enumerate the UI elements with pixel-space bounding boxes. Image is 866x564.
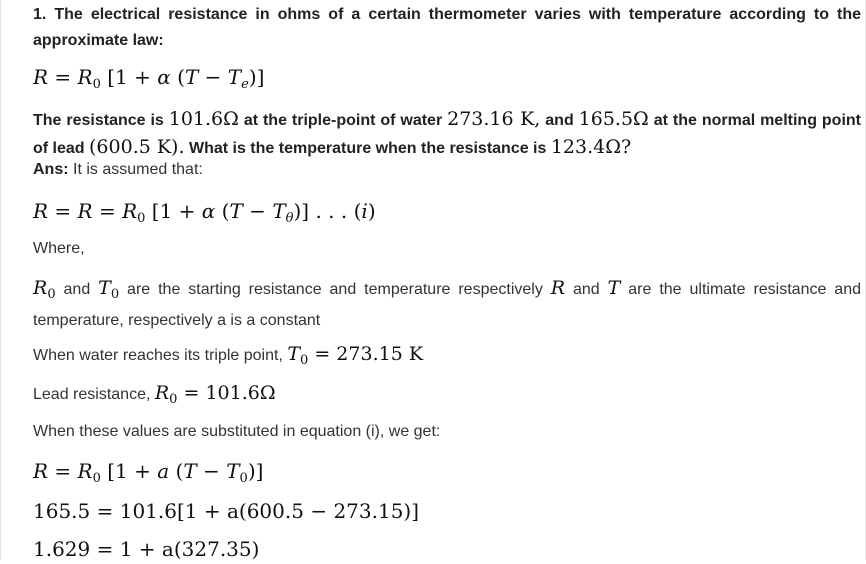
question-text: 1. The electrical resistance in ohms of a certain thermometer varies with temperature according to the approximate law: [33,6,861,49]
query-resistance: 123.4Ω? [550,136,632,158]
assumed-equation: $R = R = R_0$ [1 + α $(T - T_\theta)$] . . . (i) [33,199,376,226]
step-1-equation: $R = R_0$ [1 + a $(T - T_0)$] [33,459,264,486]
where-label: Where, [33,240,85,257]
lead-resistance-equation: $R_0 = 101.6\Omega$ [154,382,276,407]
answer-intro: Ans: It is assumed that: [33,161,203,178]
answer-label: Ans: [33,161,69,178]
given-values-paragraph: The resistance is 101.6Ω at the triple-point of water 273.16 K, and 165.5Ω at the normal melting point of lead (600.5 K). What is the temperature when the resistance is 123.4Ω? [33,108,861,158]
triple-point-line: When water reaches its triple point, $T_0 = 273.15$ K [33,343,424,368]
question-statement [33,2,861,54]
triple-point-temperature: 273.16 K, [447,108,541,130]
law-equation: $R = R_0$ [1 + α $(T - T_e)$] [33,65,265,92]
step-3-equation: 1.629 = 1 + a(327.35) [33,537,260,561]
substitution-text: When these values are substituted in equation (i), we get: [33,423,441,440]
triple-point-equation: $T_0 = 273.15$ K [287,343,424,368]
resistance-triple-point: 101.6Ω [168,108,239,130]
lead-melting-temperature: (600.5 K). [89,136,185,158]
step-2-equation: 165.5 = 101.6[1 + a(600.5 − 273.15)] [33,499,420,523]
resistance-lead: 165.5Ω [578,108,649,130]
variable-definitions: $R_0$ and $T_0$ are the starting resistance and temperature respectively R and T are the ultimate resistance and temperature, respectively a is a constant [33,277,861,329]
lead-resistance-line: Lead resistance, $R_0 = 101.6\Omega$ [33,382,276,407]
